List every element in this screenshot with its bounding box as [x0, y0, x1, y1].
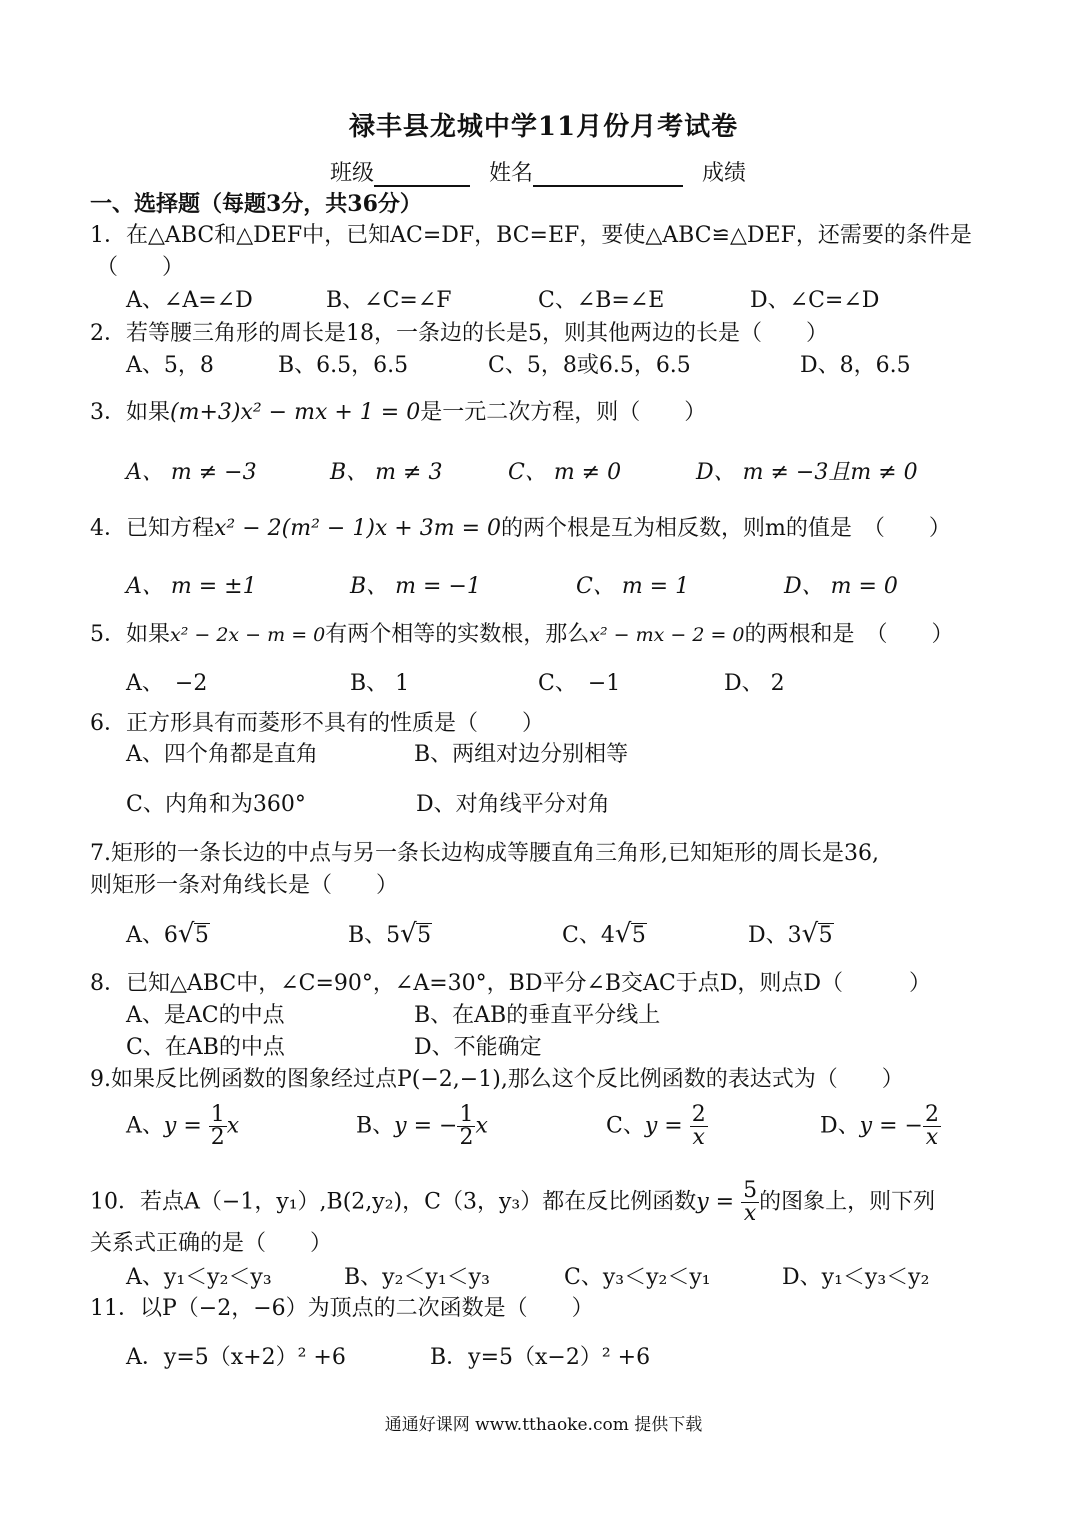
question-2-stem: 2．若等腰三角形的周长是18，一条边的长是5，则其他两边的长是（ ）	[90, 321, 828, 346]
q7-option-b	[348, 919, 432, 950]
q3-stem-prefix: 3．如果	[90, 400, 170, 425]
q10-stem-suffix: 的图象上，则下列	[759, 1189, 936, 1215]
q9-option-b-tail: x	[475, 1113, 488, 1139]
denominator: 2	[459, 1125, 474, 1150]
q3-stem-suffix: 是一元二次方程，则（ ）	[420, 400, 707, 425]
q7-option-a-radicand: 5	[194, 923, 209, 948]
q8-option-b: B、在AB的垂直平分线上	[414, 1003, 661, 1028]
q5-option-a: A、 −2	[126, 671, 208, 696]
q9-option-a-lhs: y =	[163, 1113, 209, 1139]
q5-option-b: B、 1	[350, 671, 410, 696]
question-8-stem: 8．已知△ABC中，∠C=90°，∠A=30°，BD平分∠B交AC于点D，则点D（ ）	[90, 971, 932, 996]
q3-option-d: D、 m ≠ −3且m ≠ 0	[696, 460, 918, 485]
q6-option-a: A、四个角都是直角	[126, 742, 318, 767]
q1-option-b: B、∠C=∠F	[326, 288, 452, 313]
question-9-stem: 9.如果反比例函数的图象经过点P(−2,−1),那么这个反比例函数的表达式为（ ）	[90, 1067, 904, 1092]
q10-option-b: B、y₂＜y₁＜y₃	[344, 1265, 490, 1290]
denominator: x	[743, 1201, 757, 1226]
q10-lhs: y =	[696, 1189, 742, 1215]
q9-option-c-label: C、	[606, 1113, 645, 1139]
q10-option-a: A、y₁＜y₂＜y₃	[126, 1265, 272, 1290]
q8-option-d: D、不能确定	[414, 1035, 542, 1060]
q9-option-b-label: B、	[356, 1113, 395, 1139]
q8-option-c: C、在AB的中点	[126, 1035, 285, 1060]
class-label: 班级	[330, 161, 375, 186]
numerator: 2	[691, 1102, 706, 1127]
q7-option-a	[126, 919, 210, 950]
question-11-stem: 11．以P（−2，−6）为顶点的二次函数是（ ）	[90, 1296, 594, 1321]
q9-option-c-lhs: y =	[644, 1113, 690, 1139]
q7-option-d-radicand: 5	[818, 923, 833, 948]
sqrt-symbol: √ 5	[614, 919, 646, 949]
q5-stem-mid: 有两个相等的实数根，那么	[325, 622, 590, 647]
numerator: 1	[210, 1102, 225, 1127]
q6-option-c: C、内角和为360°	[126, 792, 306, 817]
q3-option-a: A、 m ≠ −3	[126, 460, 257, 485]
question-6-stem: 6．正方形具有而菱形不具有的性质是（ ）	[90, 711, 544, 736]
q7-option-d-label: D、	[748, 923, 788, 948]
q4-equation: x² − 2(m² − 1)x + 3m = 0	[214, 516, 502, 541]
question-1-stem: 1．在△ABC和△DEF中，已知AC=DF，BC=EF，要使△ABC≌△DEF，还需要的条件是	[90, 223, 972, 248]
q10-option-c: C、y₃＜y₂＜y₁	[564, 1265, 711, 1290]
q11-option-a: A．y=5（x+2）² +6	[126, 1345, 346, 1370]
question-10-stem	[90, 1180, 935, 1225]
q1-option-a: A、∠A=∠D	[126, 288, 253, 313]
q5-equation-2: x² − mx − 2 = 0	[589, 624, 745, 646]
q5-stem-suffix: 的两根和是 （ ）	[744, 622, 954, 647]
q8-option-a: A、是AC的中点	[126, 1003, 285, 1028]
sqrt-symbol: √ 5	[177, 919, 209, 949]
q1-option-d: D、∠C=∠D	[750, 288, 880, 313]
numerator: 1	[459, 1102, 474, 1127]
question-1-bracket: （ ）	[96, 255, 185, 280]
q10-stem-prefix: 10．若点A（−1，y₁）,B(2,y₂)，C（3，y₃）都在反比例函数	[90, 1189, 697, 1215]
question-7-stem: 7.矩形的一条长边的中点与另一条长边构成等腰直角三角形,已知矩形的周长是36,	[90, 841, 879, 866]
score-label: 成绩	[702, 161, 747, 186]
fraction	[457, 1104, 475, 1149]
q2-option-c: C、5，8或6.5，6.5	[488, 353, 691, 378]
q4-option-a: A、 m = ±1	[126, 574, 257, 599]
q9-option-d-lhs: y = −	[859, 1113, 923, 1139]
question-7-stem-line2: 则矩形一条对角线长是（ ）	[90, 873, 399, 898]
page-footer: 通通好课网 www.tthaoke.com 提供下载	[384, 1415, 703, 1435]
q10-option-d: D、y₁＜y₃＜y₂	[782, 1265, 930, 1290]
denominator: 2	[210, 1125, 225, 1150]
q7-option-c-radicand: 5	[631, 923, 646, 948]
q9-option-d	[820, 1104, 941, 1149]
denominator: x	[925, 1125, 939, 1150]
q7-option-d-coef: 3	[787, 923, 802, 948]
sqrt-symbol: √ 5	[801, 919, 833, 949]
numerator: 2	[924, 1102, 939, 1127]
q4-stem-prefix: 4．已知方程	[90, 516, 214, 541]
student-info-line	[330, 156, 746, 187]
question-5-stem	[90, 621, 954, 649]
q9-option-c	[606, 1104, 708, 1149]
q7-option-c-coef: 4	[600, 923, 615, 948]
q4-option-b: B、 m = −1	[350, 574, 481, 599]
exam-title: 禄丰县龙城中学11月份月考试卷	[348, 112, 739, 142]
q3-option-c: C、 m ≠ 0	[508, 460, 622, 485]
q5-option-d: D、 2	[724, 671, 785, 696]
class-blank[interactable]	[374, 163, 470, 187]
question-3-stem	[90, 399, 706, 427]
q7-option-b-label: B、	[348, 923, 387, 948]
q5-option-c: C、 −1	[538, 671, 621, 696]
q5-stem-prefix: 5．如果	[90, 622, 170, 647]
q7-option-c-label: C、	[562, 923, 601, 948]
q9-option-a	[126, 1104, 239, 1149]
numerator: 5	[743, 1178, 758, 1203]
q4-option-d: D、 m = 0	[784, 574, 898, 599]
question-10-stem-line2: 关系式正确的是（ ）	[90, 1231, 333, 1256]
q1-option-c: C、∠B=∠E	[538, 288, 665, 313]
q9-option-a-tail: x	[226, 1113, 240, 1139]
q7-option-d	[748, 919, 834, 950]
fraction	[923, 1104, 941, 1149]
name-label: 姓名	[489, 161, 534, 186]
q3-option-b: B、 m ≠ 3	[330, 460, 443, 485]
sqrt-symbol: √ 5	[400, 919, 432, 949]
fraction	[741, 1180, 759, 1225]
q7-option-c	[562, 919, 647, 950]
q6-option-b: B、两组对边分别相等	[414, 742, 629, 767]
q9-option-a-label: A、	[126, 1113, 164, 1139]
section-heading: 一、选择题（每题3分，共36分）	[90, 191, 422, 217]
q6-option-d: D、对角线平分对角	[416, 792, 610, 817]
denominator: x	[692, 1125, 705, 1150]
q7-option-b-radicand: 5	[417, 923, 432, 948]
fraction	[209, 1104, 227, 1149]
q2-option-a: A、5，8	[126, 353, 214, 378]
q9-option-b-lhs: y = −	[394, 1113, 458, 1139]
q4-option-c: C、 m = 1	[576, 574, 690, 599]
q3-equation: (m+3)x² − mx + 1 = 0	[170, 400, 421, 425]
q5-equation-1: x² − 2x − m = 0	[170, 624, 326, 646]
q7-option-a-label: A、	[126, 923, 164, 948]
q4-stem-suffix: 的两个根是互为相反数，则m的值是 （ ）	[501, 516, 951, 541]
q7-option-a-coef: 6	[163, 923, 178, 948]
fraction	[690, 1104, 708, 1149]
q2-option-b: B、6.5，6.5	[278, 353, 409, 378]
q9-option-b	[356, 1104, 488, 1149]
q9-option-d-label: D、	[820, 1113, 860, 1139]
q2-option-d: D、8，6.5	[800, 353, 911, 378]
question-4-stem	[90, 515, 951, 543]
q11-option-b: B．y=5（x−2）² +6	[430, 1345, 651, 1370]
name-blank[interactable]	[533, 163, 683, 187]
q7-option-b-coef: 5	[386, 923, 401, 948]
